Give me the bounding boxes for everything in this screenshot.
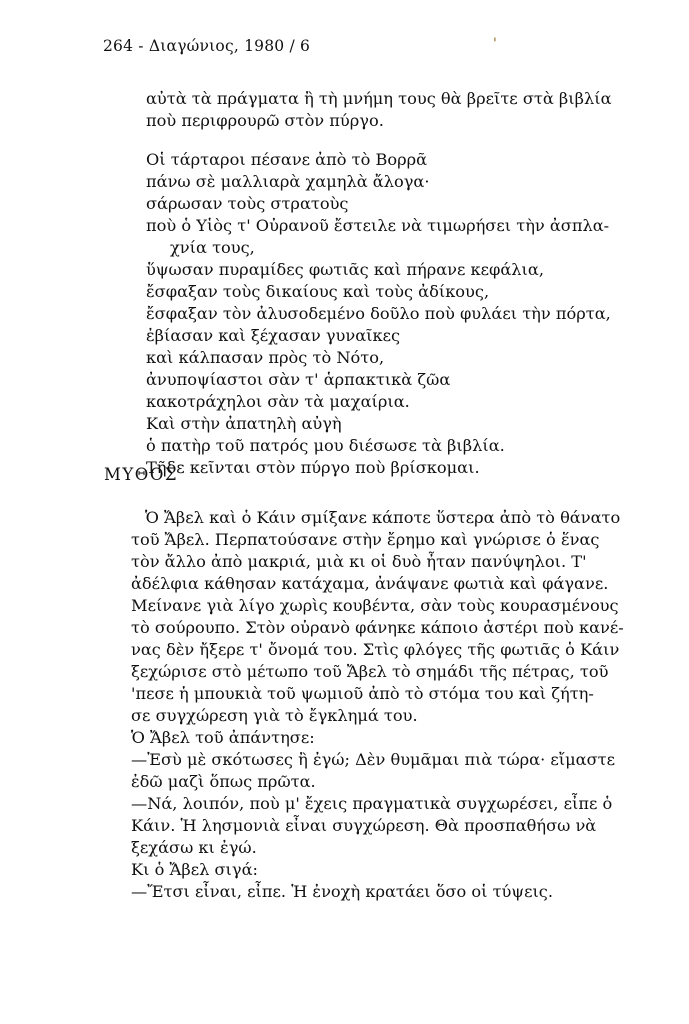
prose-line: σε συγχώρεση γιὰ τὸ ἔγκλημά του. bbox=[131, 706, 418, 725]
dialogue-line: —Ἔτσι εἶναι, εἶπε. Ἡ ἐνοχὴ κρατάει ὅσο οἱ τύψεις. bbox=[131, 882, 554, 901]
prose-line: τὸν ἄλλο ἀπὸ μακριά, μιὰ κι οἱ δυὸ ἦταν πανύψηλοι. Τ' bbox=[131, 552, 587, 571]
dialogue-line: Κάιν. Ἡ λησμονιὰ εἶναι συγχώρεση. Θὰ προσπαθήσω νὰ bbox=[131, 816, 597, 835]
poem-line: ποὺ περιφρουρῶ στὸν πύργο. bbox=[146, 111, 384, 130]
prose-line: ἀδέλφια κάθησαν κατάχαμα, ἀνάψανε φωτιὰ καὶ φάγανε. bbox=[131, 574, 609, 593]
poem-line: Καὶ στὴν ἀπατηλὴ αὐγὴ bbox=[146, 414, 342, 433]
dialogue-line: ξεχάσω κι ἐγώ. bbox=[131, 838, 257, 857]
poem-line: κακοτράχηλοι σὰν τὰ μαχαίρια. bbox=[146, 392, 410, 411]
prose-line: νας δὲν ἤξερε τ' ὄνομά του. Στὶς φλόγες τῆς φωτιᾶς ὁ Κάιν bbox=[131, 640, 620, 659]
poem-line: Οἱ τάρταροι πέσανε ἀπὸ τὸ Βορρᾶ bbox=[146, 150, 428, 169]
dialogue-line: ἐδῶ μαζὶ ὅπως πρῶτα. bbox=[131, 772, 316, 791]
prose-line: 'πεσε ἡ μπουκιὰ τοῦ ψωμιοῦ ἀπὸ τὸ στόμα του καὶ ζήτη- bbox=[131, 684, 594, 703]
poem-line: σάρωσαν τοὺς στρατοὺς bbox=[146, 194, 349, 213]
poem-line: ὁ πατὴρ τοῦ πατρός μου διέσωσε τὰ βιβλία. bbox=[146, 436, 505, 455]
poem-line: ἀνυποψίαστοι σὰν τ' ἁρπακτικὰ ζῶα bbox=[146, 370, 451, 389]
dialogue-line: Κι ὁ Ἄβελ σιγά: bbox=[131, 860, 258, 879]
dialogue-line: Ὁ Ἄβελ τοῦ ἀπάντησε: bbox=[131, 728, 315, 747]
poem-line: ἐβίασαν καὶ ξέχασαν γυναῖκες bbox=[146, 326, 401, 345]
dialogue-line: —Νά, λοιπόν, ποὺ μ' ἔχεις πραγματικὰ συγχωρέσει, εἶπε ὁ bbox=[131, 794, 613, 813]
poem-line: πάνω σὲ μαλλιαρὰ χαμηλὰ ἄλογα· bbox=[146, 172, 430, 191]
prose-line: ξεχώρισε στὸ μέτωπο τοῦ Ἄβελ τὸ σημάδι τῆς πέτρας, τοῦ bbox=[131, 662, 609, 681]
dialogue-line: —Ἐσὺ μὲ σκότωσες ἢ ἐγώ; Δὲν θυμᾶμαι πιὰ τώρα· εἴμαστε bbox=[131, 750, 615, 769]
poem-line: ἔσφαξαν τοὺς δικαίους καὶ τοὺς ἀδίκους, bbox=[146, 282, 490, 301]
poem-line: αὐτὰ τὰ πράγματα ἢ τὴ μνήμη τους θὰ βρεῖτε στὰ βιβλία bbox=[146, 89, 612, 108]
poem-line: χνία τους, bbox=[170, 238, 255, 257]
running-head: 264 - Διαγώνιος, 1980 / 6 bbox=[103, 37, 311, 55]
poem-line: ποὺ ὁ Υἱὸς τ' Οὐρανοῦ ἔστειλε νὰ τιμωρήσει τὴν ἀσπλα- bbox=[146, 216, 610, 235]
prose-line: τὸ σούρουπο. Στὸν οὐρανὸ φάνηκε κάποιο ἀστέρι ποὺ κανέ- bbox=[131, 618, 624, 637]
ink-mark: ' bbox=[493, 36, 497, 52]
poem-line: Τῆδε κεῖνται στὸν πύργο ποὺ βρίσκομαι. bbox=[146, 458, 480, 477]
prose-line: Μείνανε γιὰ λίγο χωρὶς κουβέντα, σὰν τοὺς κουρασμένους bbox=[131, 596, 619, 615]
section-title: ΜΥΘΟΣ bbox=[104, 465, 179, 484]
poem-line: ὕψωσαν πυραμίδες φωτιᾶς καὶ πήρανε κεφάλια, bbox=[146, 260, 544, 279]
prose-line: Ὁ Ἄβελ καὶ ὁ Κάιν σμίξανε κάποτε ὕστερα ἀπὸ τὸ θάνατο bbox=[145, 508, 621, 527]
prose-line: τοῦ Ἄβελ. Περπατούσανε στὴν ἔρημο καὶ γνώρισε ὁ ἕνας bbox=[131, 530, 600, 549]
poem-line: καὶ κάλπασαν πρὸς τὸ Νότο, bbox=[146, 348, 385, 367]
poem-line: ἔσφαξαν τὸν ἀλυσοδεμένο δοῦλο ποὺ φυλάει τὴν πόρτα, bbox=[146, 304, 611, 323]
